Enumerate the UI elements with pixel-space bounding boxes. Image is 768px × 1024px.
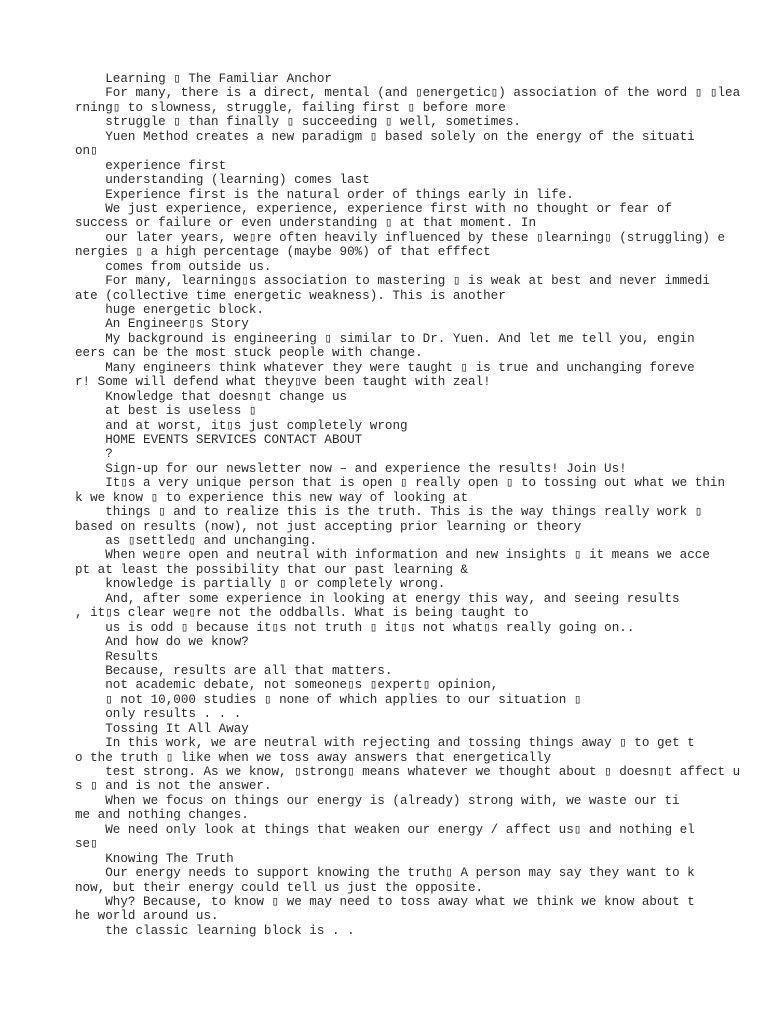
text-line: success or failure or even understanding ▯ at that moment. In	[75, 216, 537, 231]
heading-results: Results	[75, 649, 159, 664]
text-line: k we know ▯ to experience this new way of looking at	[75, 490, 469, 505]
text-line: understanding (learning) comes last	[75, 173, 370, 188]
text-line: huge energetic block.	[75, 303, 264, 317]
text-line: ate (collective time energetic weakness). This is another	[75, 288, 506, 303]
text-line: and at worst, it▯s just completely wrong	[75, 418, 408, 433]
text-line: not academic debate, not someone▯s ▯expert▯ opinion,	[75, 678, 499, 693]
text-line: Why? Because, to know ▯ we may need to toss away what we think we know about t	[75, 894, 695, 909]
text-line: things ▯ and to realize this is the truth. This is the way things really work ▯	[75, 505, 703, 520]
text-line: us is odd ▯ because it▯s not truth ▯ it▯s not what▯s really going on..	[75, 620, 635, 635]
text-line: Many engineers think whatever they were taught ▯ is true and unchanging foreve	[75, 360, 695, 375]
heading-learning: Learning ▯ The Familiar Anchor	[75, 72, 332, 86]
text-line: Knowledge that doesn▯t change us	[75, 389, 348, 404]
newsletter-signup-text: Sign-up for our newsletter now – and experience the results! Join Us!	[75, 461, 627, 476]
text-line: comes from outside us.	[75, 259, 272, 274]
text-line: at best is useless ▯	[75, 404, 257, 419]
text-line: r! Some will defend what they▯ve been taught with zeal!	[75, 375, 491, 390]
text-line: And how do we know?	[75, 635, 249, 650]
text-line: nergies ▯ a high percentage (maybe 90%) of that efffect	[75, 245, 491, 260]
text-line: knowledge is partially ▯ or completely wrong.	[75, 577, 446, 592]
text-line: My background is engineering ▯ similar to Dr. Yuen. And let me tell you, engin	[75, 331, 695, 346]
text-line: In this work, we are neutral with rejecting and tossing things away ▯ to get t	[75, 736, 695, 751]
text-line: Because, results are all that matters.	[75, 663, 393, 678]
text-line: only results . . .	[75, 707, 242, 722]
text-line: For many, learning▯s association to mastering ▯ is weak at best and never immedi	[75, 274, 710, 289]
text-line: For many, there is a direct, mental (and ▯energetic▯) association of the word ▯ ▯lea	[75, 86, 741, 101]
text-line: eers can be the most stuck people with change.	[75, 346, 423, 361]
nav-menu-text: HOME EVENTS SERVICES CONTACT ABOUT	[75, 432, 363, 447]
text-line: se▯	[75, 837, 98, 852]
text-line: he world around us.	[75, 909, 219, 924]
text-line: based on results (now), not just accepting prior learning or theory	[75, 519, 582, 534]
text-line: When we focus on things our energy is (already) strong with, we waste our ti	[75, 793, 680, 808]
text-line: test strong. As we know, ▯strong▯ means whatever we thought about ▯ doesn▯t affect u	[75, 765, 741, 779]
text-line: struggle ▯ than finally ▯ succeeding ▯ well, sometimes.	[75, 115, 521, 130]
document-body	[75, 72, 755, 938]
text-line: o the truth ▯ like when we toss away answers that energetically	[75, 750, 552, 765]
text-line: Our energy needs to support knowing the truth▯ A person may say they want to k	[75, 866, 695, 881]
text-line: Yuen Method creates a new paradigm ▯ based solely on the energy of the situati	[75, 129, 695, 144]
text-line: on▯	[75, 144, 98, 159]
heading-engineers-story: An Engineer▯s Story	[75, 317, 249, 332]
text-line: experience first	[75, 158, 227, 173]
text-line: s ▯ and is not the answer.	[75, 779, 272, 794]
text-line: rning▯ to slowness, struggle, failing first ▯ before more	[75, 100, 506, 115]
text-line: Experience first is the natural order of things early in life.	[75, 187, 574, 202]
text-line: the classic learning block is . .	[75, 923, 355, 938]
text-line: now, but their energy could tell us just the opposite.	[75, 880, 484, 895]
text-line: We need only look at things that weaken our energy / affect us▯ and nothing el	[75, 822, 695, 837]
text-line: as ▯settled▯ and unchanging.	[75, 534, 317, 548]
heading-tossing-it-all-away: Tossing It All Away	[75, 721, 249, 736]
heading-knowing-the-truth: Knowing The Truth	[75, 851, 234, 866]
text-line: me and nothing changes.	[75, 808, 249, 823]
text-line: ▯ not 10,000 studies ▯ none of which applies to our situation ▯	[75, 692, 582, 707]
text-line: We just experience, experience, experience first with no thought or fear of	[75, 201, 673, 216]
text-line: When we▯re open and neutral with information and new insights ▯ it means we acce	[75, 548, 710, 563]
text-line: our later years, we▯re often heavily influenced by these ▯learning▯ (struggling) e	[75, 230, 726, 245]
text-line: And, after some experience in looking at energy this way, and seeing results	[75, 591, 680, 606]
text-line: , it▯s clear we▯re not the oddballs. What is being taught to	[75, 606, 529, 621]
text-line: It▯s a very unique person that is open ▯ really open ▯ to tossing out what we thin	[75, 476, 726, 491]
text-line: pt at least the possibility that our past learning &	[75, 562, 468, 577]
text-line: ?	[75, 447, 113, 462]
